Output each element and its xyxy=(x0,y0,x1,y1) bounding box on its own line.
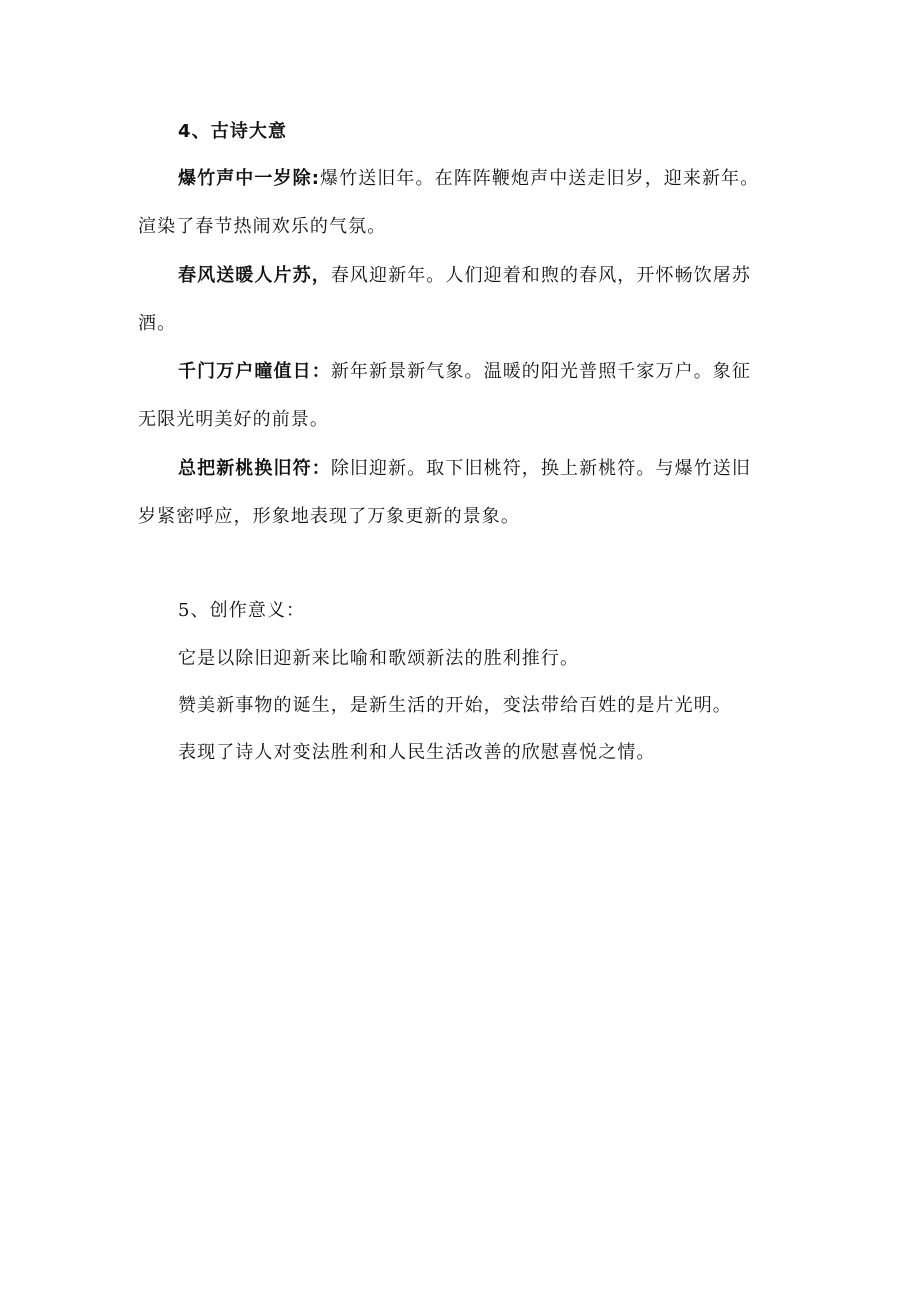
section5-heading: 5、创作意义： xyxy=(178,600,306,621)
paragraph-4-term: 总把新桃换旧符： xyxy=(178,458,331,479)
paragraph-2-term: 春风送暖人片苏， xyxy=(178,265,331,286)
paragraph-3-line-1 xyxy=(178,360,788,384)
paragraph-2-text: 春风迎新年。人们迎着和煦的春风，开怀畅饮屠苏 xyxy=(330,265,752,286)
paragraph-3-line-2: 无限光明美好的前景。 xyxy=(138,409,329,430)
section5-line-1: 它是以除旧迎新来比喻和歌颂新法的胜利推行。 xyxy=(178,648,580,669)
paragraph-4-line-2: 岁紧密呼应，形象地表现了万象更新的景象。 xyxy=(138,506,520,527)
section5-line-2: 赞美新事物的诞生，是新生活的开始，变法带给百姓的是片光明。 xyxy=(178,695,732,716)
section4-heading: 4、古诗大意 xyxy=(178,121,288,142)
paragraph-1-term: 爆竹声中一岁除: xyxy=(178,168,320,189)
section5-line-3: 表现了诗人对变法胜利和人民生活改善的欣慰喜悦之情。 xyxy=(178,742,656,763)
paragraph-3-text: 新年新景新气象。温暖的阳光普照千家万户。象征 xyxy=(330,361,752,382)
paragraph-1-line-2: 渲染了春节热闹欢乐的气氛。 xyxy=(138,216,387,237)
paragraph-2-line-1 xyxy=(178,264,788,288)
paragraph-2-line-2: 酒。 xyxy=(138,313,177,334)
paragraph-1-text: 爆竹送旧年。在阵阵鞭炮声中送走旧岁，迎来新年。 xyxy=(320,168,760,189)
paragraph-1-line-1 xyxy=(178,167,788,191)
paragraph-4-text: 除旧迎新。取下旧桃符，换上新桃符。与爆竹送旧 xyxy=(330,458,752,479)
paragraph-4-line-1 xyxy=(178,457,788,481)
paragraph-3-term: 千门万户曈值日： xyxy=(178,361,331,382)
